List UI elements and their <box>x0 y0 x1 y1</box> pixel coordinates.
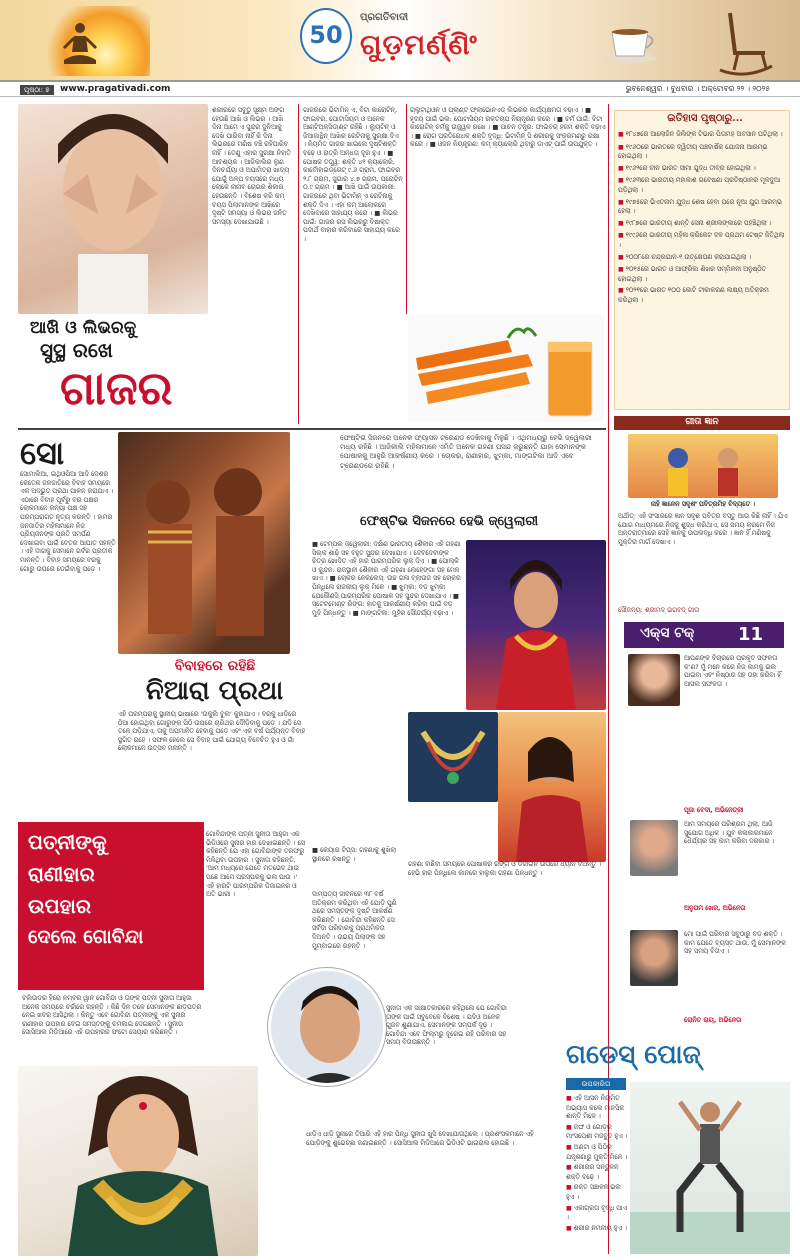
benefit-item: ■ ଜଙ୍ଘ ଓ ଗୋଡ଼ର ମାଂସପେଶୀ ମଜବୁତ ହୁଏ । <box>566 1123 628 1141</box>
xtalk-quote-2: ଆମ ସମୟରେ ପରିଶ୍ରମ ଥିଲା, ଆଜି ସୁଯୋଗ ଅଧିକ । ଯୁବ କଳାକାରମାନେ ଧୈର୍ଯ୍ୟର ସହ କାମ କରିବା ଦରକାର । <box>684 820 775 846</box>
goddess-pose-photo <box>630 1082 790 1254</box>
govinda-wedge-text: ସୁନୀତା ଏକ ସାକ୍ଷାତକାରରେ କହିଥିଲେ ଯେ ଗୋବିନ୍ଦା ତାଙ୍କ ପାଇଁ ସବୁବେଳେ ବିଶେଷ । ଯଦିଓ ଅନେକ ଗୁଜବ ଶୁଣାଯାଏ, ସେମାନଙ୍କ ସମ୍ପର୍କ ଦୃଢ଼ । ଗୋବିନ୍ଦା ଏବେ ଫିଲ୍ମରୁ ଦୂରେଇ ରହି ପରିବାର ସହ ସମୟ ବିତାଉଛନ୍ତି । <box>386 1004 507 1047</box>
xtalk-quote-3: ମୋ ପାଇଁ ପରିବାର ସବୁଠାରୁ ବଡ଼ ଶକ୍ତି । କାମ ଯେତେ ବ୍ୟସ୍ତ ଥାଉ, ମୁଁ ସେମାନଙ୍କ ସହ ସମୟ ବିତାଏ । <box>684 930 786 956</box>
govinda-col1-text: ଗୋବିନ୍ଦାଙ୍କ ପତ୍ନୀ ସୁନୀତା ଆହୁଜା ଏକ ଭିଡିଓରେ ସୁନାର ହାର ଦେଖାଇଛନ୍ତି । ସେ କହିଛନ୍ତି ଯେ ଏହା ଗୋବିନ୍ଦାଙ୍କ ତରଫରୁ ମିଳିଥିବା ଉପହାର । ସୁନୀତା କହିଛନ୍ତି, 'ଆମ ମଧ୍ୟରେ ଯେତେ ମତଭେଦ ଥାଉ ପଛେ ଆମେ ପରସ୍ପରକୁ ଭଲ ପାଉ ।' ଏହି ହାରଟି ପାରମ୍ପରିକ ଡିଜାଇନର ଓ ଅତି ଭାରୀ । <box>206 830 305 899</box>
xtalk-name-3: ରୋନିତ ରାୟ, ଅଭିନେତା <box>684 1016 742 1024</box>
gita-title: ଗୀତା ଜ୍ଞାନ <box>685 417 719 427</box>
benefits-label: ଉପକାରିତା <box>581 1080 611 1088</box>
tradition-body-text: ଏହି ପରମ୍ପରାକୁ ସ୍ଥାନୀୟ ଭାଷାରେ 'ଉକୁଲି ବୁଲ' କୁହାଯାଏ । ବରକୁ ଧାଡ଼ିରେ ଠିଆ ହୋଇଥିବା ଗୋରୁଙ୍କ ପିଠି ଉପରେ ଚାରିଥର ଦୌଡ଼ିବାକୁ ପଡ଼େ । ଯଦି ସେ ତଳେ ପଡ଼ିଯାଏ, ତାକୁ ଅପମାନିତ ହେବାକୁ ପଡ଼େ ଏବଂ ଏକ ବର୍ଷ ପର୍ଯ୍ୟନ୍ତ ବିବାହ ସ୍ଥଗିତ ରହେ । ସଫଳ ହେଲେ ସେ ବିବାହ ପାଇଁ ଯୋଗ୍ୟ ବିବେଚିତ ହୁଏ ଓ ଗାଁ ଲୋକମାନେ ଉତ୍ସବ ମନାନ୍ତି । <box>118 710 306 753</box>
supplement-title: ଗୁଡ଼ମର୍ଣ୍ଣିଂ <box>360 28 478 61</box>
xtalk-name-1: ପୂଜା ବେଦୀ, ଅଭିନେତ୍ରୀ <box>684 806 744 814</box>
dateline: ଭୁବନେଶ୍ୱର । ବୁଧବାର । ଅକ୍ଟୋବର ୨୨ । ୨୦୨୫ <box>625 84 770 93</box>
tradition-headline-line1: ବିବାହରେ ରହିଛି <box>174 658 256 674</box>
history-item: ■ ୧୮୪୭ରେ ଆଲୋଜିନ ଜିଲିଙ୍କ ଟିଭାର ପିତାମହ ଅବସାନ ଘଟିଥିଲା । <box>618 130 788 140</box>
carrot-intro-text: ଶରୀରରେ ସବୁଠୁ ସୂକ୍ଷ୍ମ ଅଙ୍ଗ ହେଉଛି ଆଖି ଓ ଲିଭର । ଆଖି ଦିନା ଆମେ ଏ ସୁନ୍ଦର ଦୁନିଆକୁ ଦେଖି ପାରିବା ନାହିଁ କି ଦିନା ଲିଭରରେ ମଣିଷ ବଞ୍ଚି ରହିପାରିବ ନାହିଁ । ତେଣୁ ଏହାର ସୁରକ୍ଷା ନିହାତି ଆବଶ୍ୟକ । ଆଜିକାଲିର ଲୁଣ ଦିନଚର୍ଯ୍ୟା ଓ ଅପାମିତ୍ରା ଖାଦ୍ୟ ଯୋଗୁଁ ଅଳ୍ପ ବୟସରେ ମଧ୍ୟ ଲୋକେ ନାନାବ ରୋଗର ଶିକାର ହେଉଛନ୍ତି । ବିଶେଷ କରି କମ୍ ବୟସ ପିଲାମାନଙ୍କ ଆଖିରେ ଦୃଷ୍ଟି ସମସ୍ୟା ଓ ଲିଭର ଜନିତ ସମସ୍ୟା ଦେଖାଯାଉଛି । <box>212 106 291 226</box>
history-item: ■ ୨୦୨୧ରେ ଭାରତ ୧୦୦ କୋଟି ଟୀକାକରଣ ଲକ୍ଷ୍ୟ ଅତିକ୍ରମ କରିଥିଲା । <box>618 286 788 304</box>
anupam-kher-photo <box>630 820 678 876</box>
benefit-item: ■ ଏହି ଆସନ ନିୟମିତ ଅଭ୍ୟାସ କଲେ ମାନସିକ ଶାନ୍ତି ମିଳେ । <box>566 1094 628 1121</box>
history-item: ■ ୧୯୬୩ରେ ଭାରତୀୟ ମହାକାଶ ଗବେଷଣା ପ୍ରତିଷ୍ଠାନର ମୂଳଦୁଆ ପଡ଼ିଥିଲା । <box>618 176 788 194</box>
page-number: ପୃଷ୍ଠା: ୭ <box>20 85 54 95</box>
tradition-intro-text: ସୋମାଲିଆ, ଇଥିଓପିଆ ଆଦି ଦେଶର କେତେକ ଜନଜାତିରେ ବିବାହ ସମୟରେ ଏକ ଅଦ୍ଭୁତ ପ୍ରଥା ପାଳନ କରାଯାଏ । ଏଠାରେ ବିବାହ ପୂର୍ବରୁ ବର ପକ୍ଷର ଲୋକମାନେ କନ୍ୟା ପକ୍ଷ ସହ ପରମ୍ପରାଗତ ନୃତ୍ୟ କରନ୍ତି । ହାମର ଜନଜାତିର ମହିଳାମାନେ ନିଜ ପ୍ରିୟଜନଙ୍କ ପ୍ରତି ସମର୍ପଣ ଦେଖାଇବା ପାଇଁ ବେତର ଆଘାତ ସହନ୍ତି । ଏହି ଦାଗକୁ ସେମାନେ ଗର୍ବର ପ୍ରତୀକ ମାନନ୍ତି । ବିବାହ ସମୟରେ ବରକୁ ଗୋରୁ ଉପରେ ଡେଇଁବାକୁ ପଡ଼େ । <box>20 470 116 573</box>
jewellery-headline: ଫେଷ୍ଟିଭ ସିଜନରେ ହେଭି ଜ୍ୱେଲାରୀ <box>360 514 539 529</box>
jewellery-body-text: ■ ଟେମ୍ପଲ ଜ୍ୱେଲାରୀ: ଦକ୍ଷିଣ ଭାରତୀୟ ଶୈଳୀର ଏହି ଗହଣା ସିଲ୍କ ଶାଢ଼ି ସହ ବହୁତ ସୁନ୍ଦର ଦେଖାଯାଏ । ଦେବଦେବୀଙ୍କ ଚିତ୍ର ଖୋଦିତ ଏହି ହାର ପାରମ୍ପରିକ ଲୁକ୍ ଦିଏ । ■ ପୋଲ୍କି ଓ କୁନ୍ଦନ: ରାଜସ୍ଥାନୀ ଶୈଳୀର ଏହି ଗହଣା ଲେହେଙ୍ଗା ସହ ମେଳ ଖାଏ । ■ ଚୋକର ନେକଲେସ୍: ଉଚ୍ଚ ଗଳା ବ୍ଲାଉଜ ସହ ଚୋକର ପିନ୍ଧିଲେ ରାଜକୀୟ ଲୁକ୍ ମିଳେ । ■ ଝୁମ୍କା: ବଡ଼ ଝୁମ୍କା ଯେକୌଣସି ପାରମ୍ପରିକ ପୋଷାକ ସହ ସୁନ୍ଦର ଦେଖାଯାଏ । ■ ସ୍ଟେଟମେଣ୍ଟ ରିଙ୍ଗ: ହାତକୁ ଆକର୍ଷଣୀୟ କରିବା ପାଇଁ ବଡ଼ ମୁଦି ପିନ୍ଧନ୍ତୁ । ■ ମାଙ୍ଗଟିକା: ମୁହଁର ସୌନ୍ଦର୍ଯ୍ୟ ବଢ଼ାଏ । <box>312 540 461 617</box>
gita-text: ଅର୍ଥାତ୍: ଏହି ସଂସାରରେ ଜ୍ଞାନ ସଦୃଶ ପବିତ୍ର ବସ୍ତୁ ଆଉ କିଛି ନାହିଁ । ଯିଏ ଯୋଗ ମାଧ୍ୟମରେ ନିଜକୁ ଶୁଦ୍ଧ କରିଥାଏ, ସେ ସମୟ କ୍ରମେ ନିଜ ଅନ୍ତରାତ୍ମାରେ ସେହି ଜ୍ଞାନକୁ ଉପଲବ୍ଧି କରେ । ଜ୍ଞାନ ହିଁ ମଣିଷକୁ ମୁକ୍ତିର ମାର୍ଗ ଦେଖାଏ । <box>618 512 788 546</box>
history-item: ■ ୧୯୮୭ରେ ଭାରତୀୟ ଶାନ୍ତି ସେନା ଶ୍ରୀଲଙ୍କାରେ ପହଞ୍ଚିଥିଲା । <box>618 219 788 229</box>
brand-name: ପ୍ରଗତିବାଦୀ <box>360 12 409 23</box>
benefit-item: ■ ଏକାଗ୍ରତା ବୃଦ୍ଧି ପାଏ । <box>566 1204 628 1222</box>
bridal-model-photo-1 <box>466 540 606 710</box>
govinda-headline-line4: ଦେଲେ ଗୋବିନ୍ଦା <box>28 926 144 948</box>
jewellery-tip: ■ କେୟାର ଟିପ୍ସ: ଗହଣାକୁ ଶୁଖିଲା ସ୍ଥାନରେ ରଖନ୍ତୁ । <box>312 846 397 863</box>
carrot-headline-line1: ଆଖି ଓ ଲିଭରକୁ <box>30 318 137 338</box>
benefit-item: ■ ରକ୍ତ ସଞ୍ଚାଳନ ଭଲ ହୁଏ । <box>566 1183 628 1201</box>
pooja-bedi-photo <box>628 654 680 706</box>
govinda-tail-text: ଧାଡ଼ିଏ ଧାଡ଼ି ସୁନାରେ ତିଆରି ଏହି ହାର ପିନ୍ଧି ସୁନୀତା ଖୁସି ଦେଖାଯାଉଥିଲେ । ପ୍ରଶଂସକମାନେ ଏହି ଯୋଡ଼ିଙ୍କୁ ଶୁଭେଚ୍ଛା ଜଣାଇଛନ୍ତି । ସୋସିଆଲ ମିଡିଆରେ ଭିଡିଓଟି ଭାଇରାଲ ହୋଇଛି । <box>306 1130 534 1147</box>
column-divider <box>298 104 299 424</box>
benefits-list <box>566 1094 628 1254</box>
ronit-roy-photo <box>630 930 678 986</box>
woman-eyes-photo <box>18 104 208 314</box>
history-item: ■ ୧୯୬୦ରେ ଭାରତରେ ଦ୍ୱିତୀୟ ପଞ୍ଚବାର୍ଷିକ ଯୋଜନା ଆରମ୍ଭ ହୋଇଥିଲା । <box>618 143 788 161</box>
bridal-model-photo-2 <box>498 712 606 862</box>
benefit-item: ■ ଅଣ୍ଟା ଓ ପିଠିର ଯନ୍ତ୍ରଣାରୁ ମୁକ୍ତି ମିଳେ । <box>566 1143 628 1161</box>
carrot-col3-text: ଗ୍ଲୁଟାଥିଓନ ଓ ପ୍ଲାଣ୍ଟ ଫ୍ଲାଭୋନଏଡ୍ ଲିଭରର କାର୍ଯ୍ୟକ୍ଷମତା ବଢ଼ାଏ । ■ ହୃଦୟ ପାଇଁ ଭଲ: ପୋଟାସିୟମ ରକ୍ତଚାପ ନିୟନ୍ତ୍ରଣ କରେ । ■ ଚର୍ମ ପାଇଁ: ବିଟା କାରୋଟିନ୍ ଚର୍ମକୁ ଉଜ୍ଜ୍ୱଳ ରଖେ । ■ ପାଚନ ତନ୍ତ୍ର: ଫାଇବର ହଜମ ଶକ୍ତି ବଢ଼ାଏ । ■ ରୋଗ ପ୍ରତିରୋଧକ ଶକ୍ତି ବୃଦ୍ଧି: ଭିଟାମିନ୍ ସି ଶରୀରକୁ ସଂକ୍ରମଣରୁ ରକ୍ଷା କରେ । ■ ଓଜନ ନିୟନ୍ତ୍ରଣ: କମ୍ କ୍ୟାଲୋରି ଥିବାରୁ ଡାଏଟ୍ ପାଇଁ ଉପଯୁକ୍ତ । <box>410 106 606 149</box>
jewellery-footer-text: ଗହଣା ବାଛିବା ସମୟରେ ପୋଷାକର ରଙ୍ଗ ଓ ଡିଜାଇନ ଉପରେ ଧ୍ୟାନ ଦିଅନ୍ତୁ । ହେଭି ହାର ପିନ୍ଧିଲେ କାନରେ ହାଲୁକା ଗହଣା ପିନ୍ଧନ୍ତୁ । <box>408 860 602 877</box>
gita-shloka: ନାହି ଜ୍ଞାନେନ ସଦୃଶଂ ପବିତ୍ରମିହ ବିଦ୍ୟତେ । <box>650 500 756 508</box>
sunita-ahuja-photo <box>18 1066 258 1256</box>
goddess-pose-title: ଗଡେସ୍ ପୋଜ୍ <box>566 1040 701 1070</box>
gita-credit: ସୌଜନ୍ୟ: ଶ୍ରୀମଦ୍ ଭଗବଦ୍ ଗୀତା <box>618 606 700 614</box>
rocking-chair-icon <box>710 8 780 78</box>
xtalk-quote-1: ଆପଣଙ୍କ ବିଚାରରେ ପ୍ରକୃତ ସଫଳତା କ'ଣ? ମୁଁ ମନେ କରେ ନିଜ କାମକୁ ଭଲ ପାଇବା ଏବଂ ନିଷ୍ଠାର ସହ ତାହା କରିବା ହିଁ ଆସଲ ସଫଳତା । <box>684 654 781 688</box>
history-item: ■ ୧୯୭୫ରେ ଭିଏତନାମ ଯୁଦ୍ଧ ଶେଷ ହେବା ପରେ ନୂଆ ଯୁଗ ଆରମ୍ଭ ହେଲା । <box>618 198 788 216</box>
history-item: ■ ୨୦୦୮ରେ ଚନ୍ଦ୍ରଯାନ-୧ ଉତ୍କ୍ଷେପଣ କରାଯାଇଥିଲା । <box>618 253 788 263</box>
yoga-silhouette-icon <box>60 20 100 70</box>
krishna-arjuna-painting <box>628 434 778 498</box>
section-divider <box>18 428 606 430</box>
benefit-item: ■ ଶରୀର ନମନୀୟ ହୁଏ । <box>566 1224 628 1234</box>
xtalk-number: 11 <box>738 624 764 645</box>
carrot-col2-text: ଗାଜରରେ ଭିଟାମିନ୍ ଏ, ବିଟା କାରୋଟିନ୍, ଫାଇବର, ପୋଟାସିୟମ ଓ ଅନେକ ଆଣ୍ଟିଅକ୍ସିଡାଣ୍ଟ ରହିଛି । ଲ୍ୟୁଟିନ୍ ଓ ଜିଆଜାନ୍ଥିନ୍ ଆଖିର ରେଟିନାକୁ ସୁରକ୍ଷା ଦିଏ । ନିୟମିତ ଗାଜର ଖାଇଲେ ଦୃଷ୍ଟିଶକ୍ତି ବଢ଼େ ଓ ରାତ୍ରି ଅନ୍ଧତା ଦୂର ହୁଏ । ■ ପୋଷକ ତତ୍ତ୍ୱ: ଶକ୍ତି ୪୧ କ୍ୟାଲୋରି, କାର୍ବୋହାଇଡ୍ରେଟ୍ ୯.୬ ଗ୍ରାମ, ଫାଇବର ୨.୮ ଗ୍ରାମ, ସୁଗାର ୪.୭ ଗ୍ରାମ, ପ୍ରୋଟିନ୍ ୦.୯ ଗ୍ରାମ । ■ ଆଖି ପାଇଁ ଉପକାରୀ: ଗାଜରରେ ଥିବା ଭିଟାମିନ୍ ଏ ରେଟିନାକୁ ଶକ୍ତି ଦିଏ । ଏହା କମ୍ ଆଲୋକରେ ଦେଖିବାରେ ସାହାଯ୍ୟ କରେ । ■ ଲିଭର ପାଇଁ: ଗାଜର ରସ ଲିଭରରୁ ବିଷାକ୍ତ ପଦାର୍ଥ ବାହାର କରିବାରେ ସାହାଯ୍ୟ କରେ । <box>303 106 403 243</box>
history-item: ■ ୨୦୧୫ରେ ଭାରତ ଓ ଆଫ୍ରିକା ଶିଖର ସମ୍ମିଳନୀ ଅନୁଷ୍ଠିତ ହୋଇଥିଲା । <box>618 265 788 283</box>
xtalk-title: ଏକ୍ସ ଟକ୍ <box>640 625 695 641</box>
history-title: ଇତିହାସ ପୃଷ୍ଠାରୁ... <box>667 113 743 124</box>
govinda-photo <box>268 968 386 1086</box>
carrot-headline-main: ଗାଜର <box>60 361 173 415</box>
tradition-headline-main: ନିଆରା ପ୍ରଥା <box>145 676 284 706</box>
carrot-juice-photo <box>408 314 604 422</box>
tribal-women-photo <box>118 432 290 654</box>
tea-cup-icon <box>600 22 660 64</box>
govinda-headline-line3: ଉପହାର <box>28 894 91 918</box>
anniversary-logo: 50 <box>300 8 352 64</box>
drop-cap: ସୋ <box>20 434 65 472</box>
xtalk-name-2: ଅନୁପମ ଖେର, ଅଭିନେତା <box>684 904 746 912</box>
benefit-item: ■ ଶରୀରର ସନ୍ତୁଳନ ଶକ୍ତି ବଢ଼େ । <box>566 1163 628 1181</box>
column-divider <box>406 104 407 314</box>
govinda-headline-line2: ରାଣୀହାର <box>28 862 95 886</box>
govinda-lead-text: ବଲିଉଡର ହିରୋ ନମ୍ବର ୱାନ ଗୋବିନ୍ଦା ଓ ତାଙ୍କ ପତ୍ନୀ ସୁନୀତା ଆହୁଜା ଅନେକ ସମୟରେ ଚର୍ଚ୍ଚାରେ ରହନ୍ତି । କିଛି ଦିନ ତଳେ ସେମାନଙ୍କ ଛାଡ଼ପତ୍ର ନେଇ ଖବର ଆସିଥିଲା । କିନ୍ତୁ ଏବେ ଗୋବିନ୍ଦା ପତ୍ନୀଙ୍କୁ ଏକ ସୁନାର ରାଣୀହାର ଉପହାର ଦେଇ ସମସ୍ତଙ୍କୁ ଚମକାଇ ଦେଇଛନ୍ତି । ସୁନୀତା ସୋସିଆଲ ମିଡିଆରେ ଏହି ଉପହାରର ଫଟୋ ସେୟାର କରିଛନ୍ତି । <box>22 994 202 1037</box>
history-item: ■ ୧୯୯୬ରେ ଭାରତୀୟ ମହିଳା କ୍ରିକେଟ ଦଳ ପ୍ରଥମ ଟେଷ୍ଟ ଜିତିଥିଲା । <box>618 231 788 249</box>
history-list <box>618 130 788 408</box>
history-item: ■ ୧୯୬୨ରେ ଚୀନ ଭାରତ ସୀମା ଯୁଦ୍ଧ ତୀବ୍ର ହୋଇଥିଲା । <box>618 164 788 174</box>
jewellery-lead-text: ଫେଷ୍ଟିଭ ସିଜନରେ ଅନେକ ଫ୍ୟାସନ ଟ୍ରେଣ୍ଡ ଦେଖିବାକୁ ମିଳୁଛି । ଏଥିମଧ୍ୟରୁ ହେଭି ଜ୍ୱେଲାରୀ ମଧ୍ୟ ରହିଛି । ଆଜିକାଲି ମହିଳାମାନେ ଏମିତି ଅନେକ ଗହଣା ପସନ୍ଦ କରୁଛନ୍ତି ଯାହା ସେମାନଙ୍କ ପୋଷାକକୁ ଆହୁରି ଆକର୍ଷଣୀୟ କରେ । ଚୋକର, ରାଣୀହାର, ଝୁମ୍କା, ମାଙ୍ଗଟିକା ଆଦି ଏବେ ଟ୍ରେଣ୍ଡରେ ରହିଛି । <box>340 434 592 470</box>
website-link[interactable]: www.pragativadi.com <box>60 84 171 94</box>
necklace-photo <box>408 712 498 802</box>
govinda-col2-text: ଦାମ୍ପତ୍ୟ ଜୀବନରେ ୩୮ ବର୍ଷ ଅତିକ୍ରମ କରିଥିବା ଏହି ଯୋଡ଼ି ପୁଣି ଥରେ ସମସ୍ତଙ୍କ ଦୃଷ୍ଟି ଆକର୍ଷଣ କରିଛନ୍ତି । ଗୋବିନ୍ଦା କହିଛନ୍ତି ସେ ସର୍ବଦା ପରିବାରକୁ ପ୍ରାଥମିକତା ଦିଅନ୍ତି । ଉଭୟ ପିଲାଙ୍କ ସହ ମୁମ୍ବାଇରେ ରହନ୍ତି । <box>312 890 397 950</box>
carrot-headline-line2: ସୁସ୍ଥ ରଖେ <box>40 338 113 362</box>
govinda-headline-line1: ପତ୍ନୀଙ୍କୁ <box>28 830 107 854</box>
